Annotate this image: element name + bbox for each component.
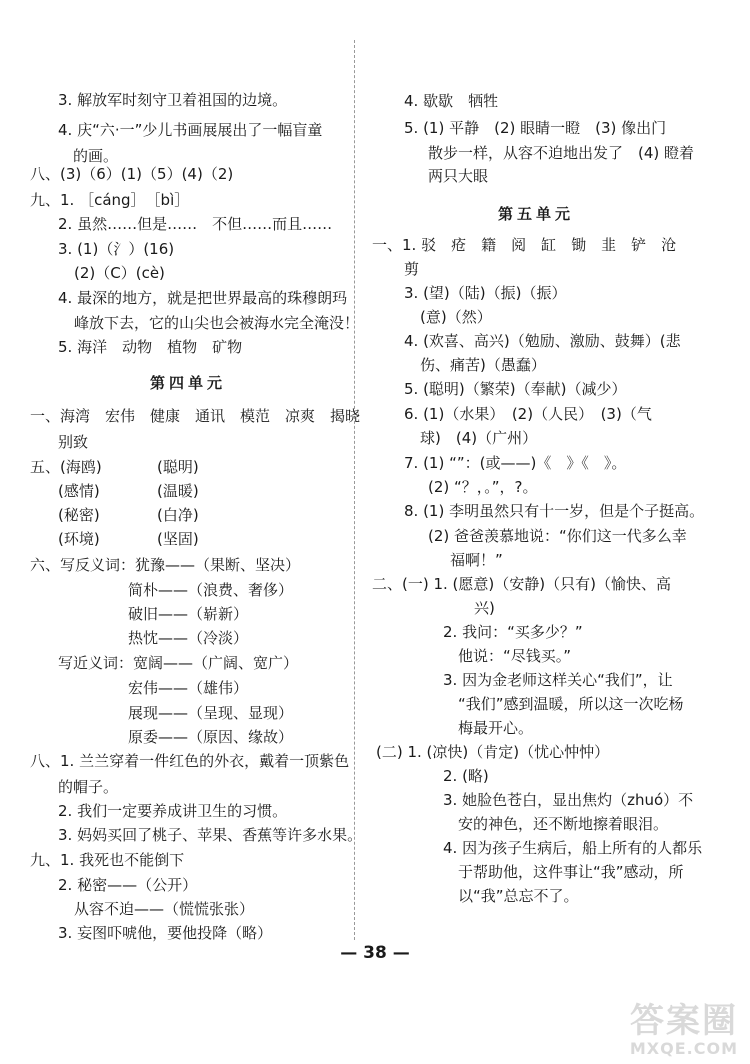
right-line: 安的神色，还不断地擦着眼泪。 [458, 815, 669, 833]
right-line: 3. (望)（陆)（振)（振） [404, 284, 567, 302]
left-line: 5. 海洋 动物 植物 矿物 [58, 338, 243, 356]
page-number: — 38 — [340, 943, 410, 963]
section-title-unit-5: 第五单元 [498, 205, 575, 223]
left-line: 峰放下去，它的山尖也会被海水完全淹没！ [74, 314, 360, 332]
right-line: 于帮助他，这件事让“我”感动，所 [458, 863, 684, 881]
right-line: 球) (4)（广州） [420, 429, 538, 447]
left-line: 九、1. 我死也不能倒下 [30, 851, 185, 869]
right-line: 5. (1) 平静 (2) 眼睛一瞪 (3) 像出门 [404, 119, 667, 137]
watermark-url: MXQE.COM [629, 1039, 738, 1058]
right-line: 6. (1)（水果） (2)（人民） (3)（气 [404, 405, 652, 423]
right-line: (2) 爸爸羡慕地说：“你们这一代多么幸 [428, 527, 687, 545]
left-line: 4. 最深的地方，就是把世界最高的珠穆朗玛 [58, 289, 348, 307]
right-line: 以“我”总忘不了。 [458, 887, 579, 905]
left-line: 3. 妈妈买回了桃子、苹果、香蕉等许多水果。 [58, 826, 363, 844]
right-line: 梅最开心。 [458, 719, 534, 737]
left-line: 从容不迫——（慌慌张张） [74, 900, 255, 918]
left-line: 八、(3)（6）(1)（5）(4)（2) [30, 165, 234, 183]
left-line: 4. 庆“六·一”少儿书画展展出了一幅盲童 [58, 121, 323, 139]
right-line: (意)（然） [420, 308, 492, 326]
right-line: 4. 因为孩子生病后，船上所有的人都乐 [443, 839, 703, 857]
section-title-unit-4: 第四单元 [150, 374, 227, 392]
left-line: 2. 秘密——（公开） [58, 876, 198, 894]
left-line: 3. 妄图吓唬他，要他投降（略） [58, 924, 273, 942]
left-line: (坚固) [157, 530, 199, 548]
left-line: (感情) [58, 482, 100, 500]
right-line: 4. 歇歇 牺牲 [404, 92, 499, 110]
right-line: 7. (1) “”：(或——)《 》《 》。 [404, 454, 627, 472]
left-line: 3. 解放军时刻守卫着祖国的边境。 [58, 91, 288, 109]
left-line: 宏伟——（雄伟） [128, 679, 249, 697]
right-line: 散步一样，从容不迫地出发了 (4) 瞪着 [428, 144, 695, 162]
left-line: 破旧——（崭新） [128, 605, 249, 623]
left-line: (秘密) [58, 506, 100, 524]
left-line: 展现——（呈现、显现） [128, 704, 294, 722]
left-line: 2. 我们一定要养成讲卫生的习惯。 [58, 802, 288, 820]
left-line: 写近义词：宽阔——（广阔、宽广） [58, 654, 299, 672]
right-line: 3. 因为金老师这样关心“我们”，让 [443, 671, 673, 689]
right-line: 兴) [474, 599, 495, 617]
left-line: 八、1. 兰兰穿着一件红色的外衣，戴着一顶紫色 [30, 752, 350, 770]
left-line: 六、写反义词：犹豫——（果断、坚决） [30, 556, 301, 574]
left-line: 原委——（原因、缘故） [128, 728, 294, 746]
left-line: 2. 虽然……但是…… 不但……而且…… [58, 215, 333, 233]
right-line: 他说：“尽钱买。” [458, 647, 572, 665]
right-line: 二、(一) 1. (愿意)（安静)（只有)（愉快、高 [372, 575, 671, 593]
right-line: (2) “？，。”，?。 [428, 478, 538, 496]
column-divider [354, 40, 355, 940]
right-line: 8. (1) 李明虽然只有十一岁，但是个子挺高。 [404, 502, 705, 520]
left-line: 热忱——（冷淡） [128, 629, 249, 647]
left-line: 别致 [58, 433, 89, 451]
right-line: 两只大眼 [428, 167, 489, 185]
left-line: 一、海湾 宏伟 健康 通讯 模范 凉爽 揭晓 [30, 407, 361, 425]
left-line: 的画。 [73, 147, 119, 165]
left-line: (聪明) [157, 458, 199, 476]
left-line: (白净) [157, 506, 199, 524]
watermark [630, 1003, 738, 1058]
right-line: 伤、痛苦)（愚蠢） [420, 356, 546, 374]
right-line: (二) 1. (凉快)（肯定)（忧心忡忡） [376, 743, 610, 761]
left-line: (温暖) [157, 482, 199, 500]
left-line: (2)（C）(cè) [74, 264, 165, 282]
right-line: 2. (略) [443, 767, 489, 785]
right-line: 福啊！” [450, 551, 503, 569]
left-line: 的帽子。 [58, 778, 119, 796]
right-line: 4. (欢喜、高兴)（勉励、激励、鼓舞）(悲 [404, 332, 681, 350]
left-line: (环境) [58, 530, 100, 548]
left-line: 简朴——（浪费、奢侈） [128, 581, 294, 599]
right-line: 2. 我问：“买多少？” [443, 623, 583, 641]
watermark-logo-text: 答案圈 [630, 1001, 738, 1041]
right-line: 3. 她脸色苍白，显出焦灼（zhuó）不 [443, 791, 694, 809]
right-line: 剪 [404, 260, 420, 278]
right-line: 5. (聪明)（繁荣)（奉献)（减少） [404, 380, 627, 398]
left-line: 九、1. ［cáng］ ［bì］ [30, 191, 190, 209]
right-line: “我们”感到温暖，所以这一次吃杨 [458, 695, 684, 713]
left-line: 五、(海鸥) [30, 458, 102, 476]
right-line: 一、1. 驳 疮 籍 阅 缸 锄 韭 铲 沧 [372, 236, 677, 254]
left-line: 3. (1)（氵）(16) [58, 240, 175, 258]
